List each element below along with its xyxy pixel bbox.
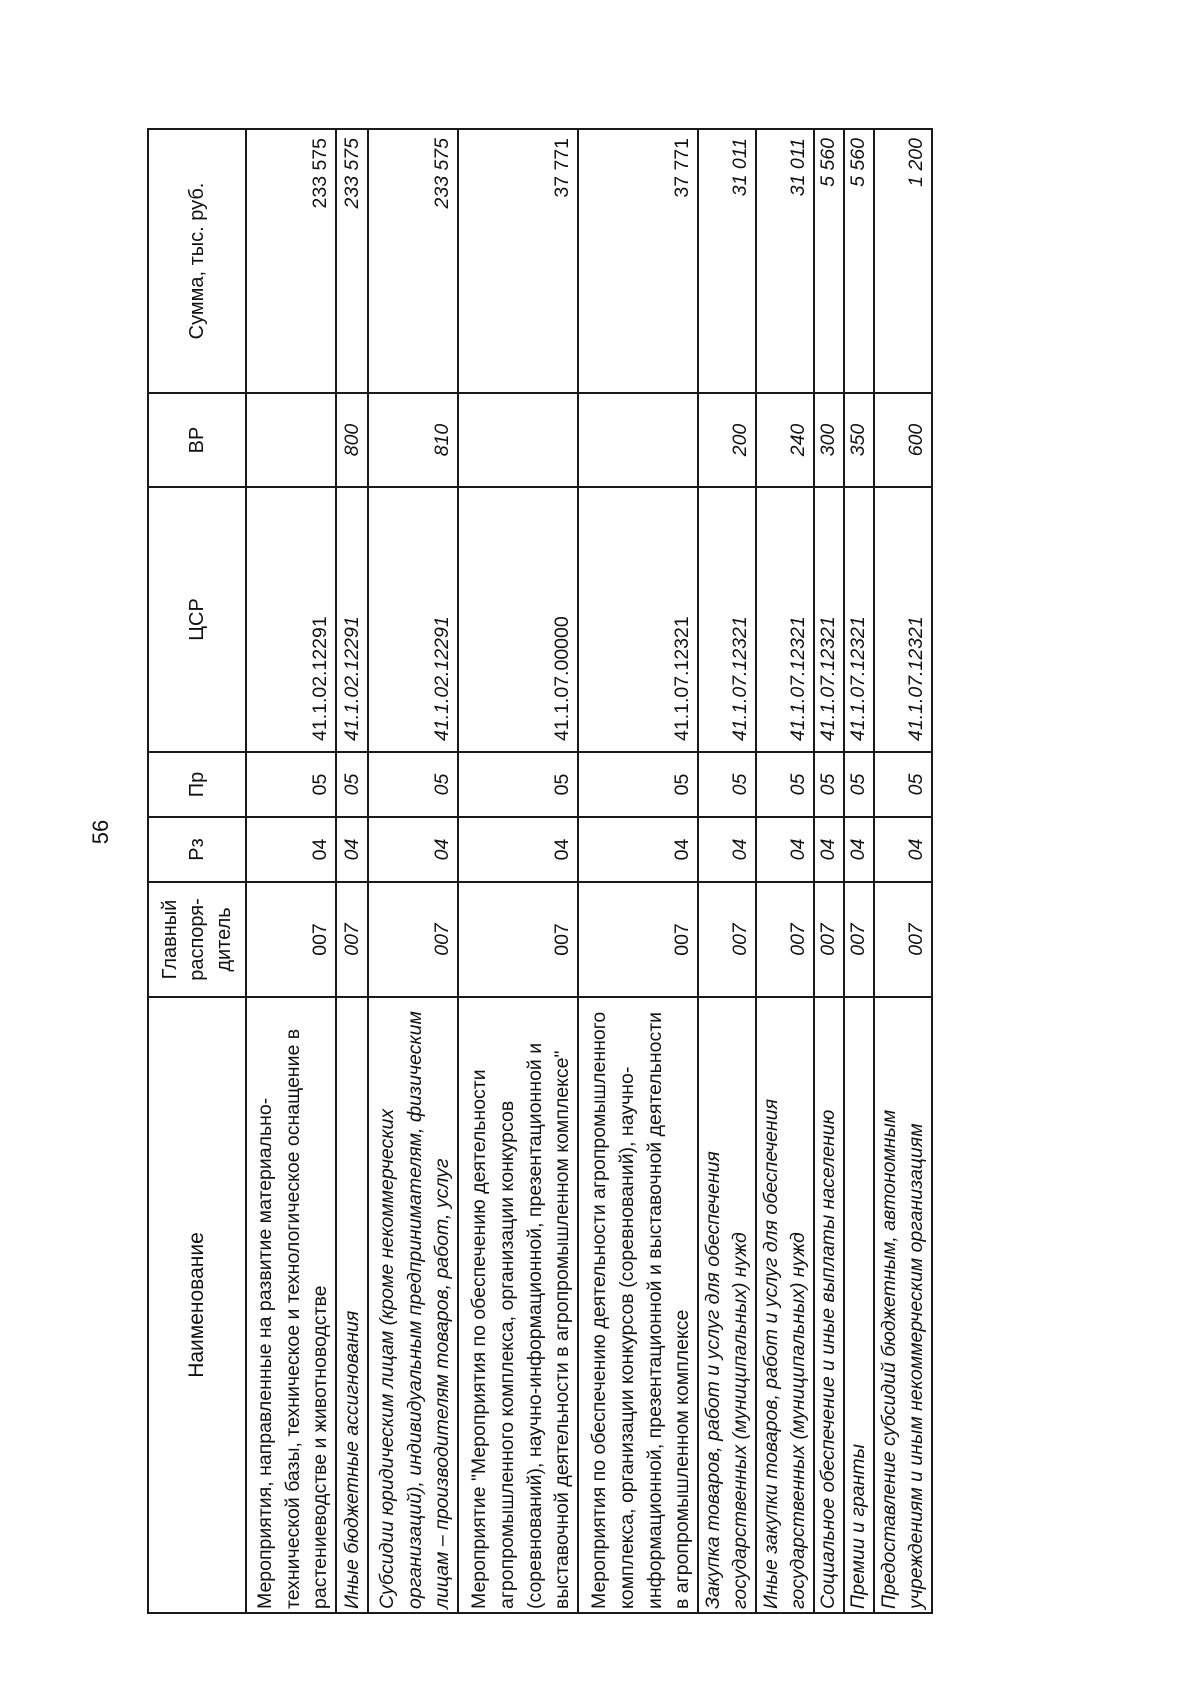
cell-vr (578, 393, 698, 487)
table-row (578, 129, 698, 1613)
cell-vr: 240 (756, 393, 814, 487)
table-row (458, 129, 578, 1613)
page-number: 56 (88, 819, 113, 845)
cell-sum: 233 575 (246, 129, 336, 393)
cell-sum: 37 771 (458, 129, 578, 393)
table-row (336, 129, 368, 1613)
cell-vr (458, 393, 578, 487)
cell-vr: 200 (698, 393, 756, 487)
cell-name: Социальное обеспечение и иные выплаты населению (814, 997, 844, 1613)
cell-sum: 5 560 (844, 129, 874, 393)
cell-pr: 05 (844, 752, 874, 817)
header-pr: Пр (148, 752, 246, 817)
cell-sum: 37 771 (578, 129, 698, 393)
header-rz: Рз (148, 817, 246, 882)
budget-table (147, 128, 933, 1614)
cell-csr: 41.1.07.12321 (844, 487, 874, 752)
cell-rz: 04 (458, 817, 578, 882)
cell-name: Закупка товаров, работ и услуг для обеспечения государственных (муниципальных) нужд (698, 997, 756, 1613)
table-row (814, 129, 844, 1613)
cell-name: Иные бюджетные ассигнования (336, 997, 368, 1613)
cell-rz: 04 (336, 817, 368, 882)
cell-name: Субсидии юридическим лицам (кроме некоммерческих организаций), индивидуальным предпринимателям, физическим лицам – производителям товаров, работ, услуг (368, 997, 458, 1613)
cell-pr: 05 (874, 752, 932, 817)
table-row (368, 129, 458, 1613)
cell-rz: 04 (814, 817, 844, 882)
cell-pr: 05 (246, 752, 336, 817)
cell-csr: 41.1.07.00000 (458, 487, 578, 752)
header-row (148, 129, 246, 1613)
cell-vr: 810 (368, 393, 458, 487)
cell-chief: 007 (844, 882, 874, 997)
cell-rz: 04 (756, 817, 814, 882)
cell-pr: 05 (698, 752, 756, 817)
cell-pr: 05 (756, 752, 814, 817)
cell-name: Иные закупки товаров, работ и услуг для обеспечения государственных (муниципальных) нужд (756, 997, 814, 1613)
cell-chief: 007 (874, 882, 932, 997)
cell-vr: 800 (336, 393, 368, 487)
cell-chief: 007 (458, 882, 578, 997)
header-sum: Сумма, тыс. руб. (148, 129, 246, 393)
cell-pr: 05 (458, 752, 578, 817)
cell-vr: 600 (874, 393, 932, 487)
cell-csr: 41.1.02.12291 (246, 487, 336, 752)
table-row (844, 129, 874, 1613)
cell-rz: 04 (368, 817, 458, 882)
header-chief: Главный распоря- дитель (148, 882, 246, 997)
cell-csr: 41.1.02.12291 (336, 487, 368, 752)
cell-vr: 350 (844, 393, 874, 487)
cell-name: Мероприятие "Мероприятия по обеспечению деятельности агропромышленного комплекса, организации конкурсов (соревнований), научно-информационной, презентационной и выставочной деятельности в агропромышленном комплексе" (458, 997, 578, 1613)
cell-pr: 05 (336, 752, 368, 817)
table-row (874, 129, 932, 1613)
cell-name: Предоставление субсидий бюджетным, автономным учреждениям и иным некоммерческим организациям (874, 997, 932, 1613)
table-row (698, 129, 756, 1613)
cell-pr: 05 (814, 752, 844, 817)
cell-chief: 007 (246, 882, 336, 997)
rotated-table-wrapper (147, 130, 928, 1614)
cell-csr: 41.1.07.12321 (578, 487, 698, 752)
cell-vr (246, 393, 336, 487)
cell-rz: 04 (874, 817, 932, 882)
table-row (756, 129, 814, 1613)
header-name: Наименование (148, 997, 246, 1613)
cell-sum: 31 011 (756, 129, 814, 393)
cell-rz: 04 (698, 817, 756, 882)
cell-name: Премии и гранты (844, 997, 874, 1613)
cell-sum: 233 575 (368, 129, 458, 393)
cell-rz: 04 (844, 817, 874, 882)
table-row (246, 129, 336, 1613)
cell-chief: 007 (814, 882, 844, 997)
cell-csr: 41.1.07.12321 (756, 487, 814, 752)
cell-csr: 41.1.02.12291 (368, 487, 458, 752)
cell-name: Мероприятия, направленные на развитие материально-технической базы, техническое и технологическое оснащение в растениеводстве и животноводстве (246, 997, 336, 1613)
cell-sum: 1 200 (874, 129, 932, 393)
cell-chief: 007 (336, 882, 368, 997)
cell-sum: 233 575 (336, 129, 368, 393)
cell-rz: 04 (246, 817, 336, 882)
cell-csr: 41.1.07.12321 (874, 487, 932, 752)
cell-csr: 41.1.07.12321 (814, 487, 844, 752)
cell-chief: 007 (368, 882, 458, 997)
cell-name: Мероприятия по обеспечению деятельности агропромышленного комплекса, организации конкурсов (соревнований), научно-информационной, презентационной и выставочной деятельности в агропромышленном комплексе (578, 997, 698, 1613)
cell-rz: 04 (578, 817, 698, 882)
cell-chief: 007 (578, 882, 698, 997)
cell-sum: 5 560 (814, 129, 844, 393)
cell-vr: 300 (814, 393, 844, 487)
cell-pr: 05 (578, 752, 698, 817)
header-csr: ЦСР (148, 487, 246, 752)
header-vr: ВР (148, 393, 246, 487)
cell-csr: 41.1.07.12321 (698, 487, 756, 752)
cell-chief: 007 (698, 882, 756, 997)
cell-chief: 007 (756, 882, 814, 997)
cell-sum: 31 011 (698, 129, 756, 393)
cell-pr: 05 (368, 752, 458, 817)
